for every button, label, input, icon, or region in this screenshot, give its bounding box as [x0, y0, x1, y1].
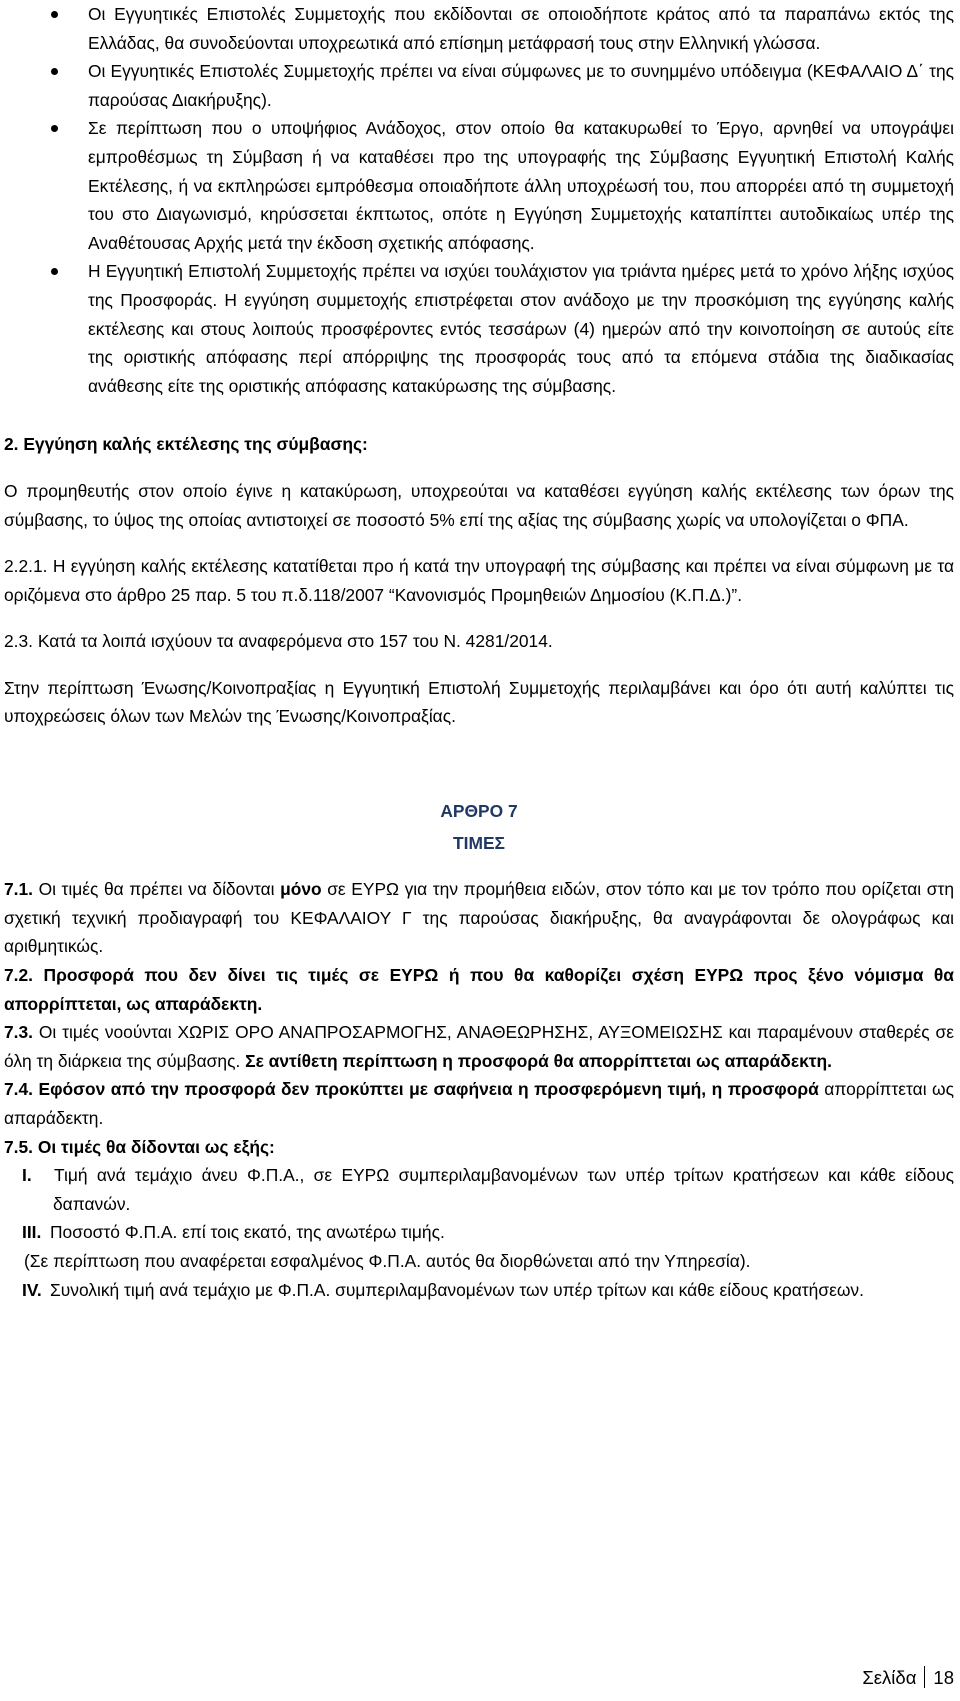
- bullet-icon: [51, 268, 58, 275]
- bullet-item: Σε περίπτωση που ο υποψήφιος Ανάδοχος, στον οποίο θα κατακυρωθεί το Έργο, αρνηθεί να υπογράψει εμπροθέσμως τη Σύμβαση ή να καταθέσει προ της υπογραφής της Σύμβασης Εγγυητική Επιστολή Καλής Εκτέλεσης, ή να εκπληρώσει εμπρόθεσμα οποιαδήποτε άλλη υποχρέωσή του, που απορρέει από τη συμμετοχή του στο Διαγωνισμό, κηρύσσεται έκπτωτος, οπότε η Εγγύηση Συμμετοχής καταπίπτει αυτοδικαίως υπέρ της Αναθέτουσας Αρχής μετά την έκδοση σχετικής απόφασης.: [4, 114, 954, 257]
- article-subtitle: ΤΙΜΕΣ: [453, 832, 505, 853]
- bullet-item: Η Εγγυητική Επιστολή Συμμετοχής πρέπει να ισχύει τουλάχιστον για τριάντα ημέρες μετά το χρόνο λήξης ισχύος της Προσφοράς. Η εγγύηση συμμετοχής επιστρέφεται στον ανάδοχο με την προσκόμιση της εγγύησης καλής εκτέλεσης και στους λοιπούς προσφέροντες εντός τεσσάρων (4) ημερών από την κοινοποίηση σε αυτούς είτε της οριστικής απόφασης περί απόρριψης της προσφοράς τους από τα επόμενα στάδια της διαδικασίας ανάθεσης είτε της οριστικής απόφασης κατακύρωσης της σύμβασης.: [4, 257, 954, 400]
- document-page: [4, 0, 954, 1304]
- clause-7-5-heading: 7.5. Οι τιμές θα δίδονται ως εξής:: [4, 1136, 275, 1157]
- clause-7-2: 7.2. Προσφορά που δεν δίνει τις τιμές σε ΕΥΡΩ ή που θα καθορίζει σχέση ΕΥΡΩ προς ξένο νόμισμα θα απορρίπτεται, ως απαράδεκτη.: [4, 965, 954, 1014]
- clause-2-2-1: 2.2.1. Η εγγύηση καλής εκτέλεσης κατατίθεται προ ή κατά την υπογραφή της σύμβασης και πρέπει να είναι σύμφωνη με τα οριζόμενα στο άρθρο 25 παρ. 5 του π.δ.118/2007 “Κανονισμός Προμηθειών Δημοσίου (Κ.Π.Δ.)”.: [4, 556, 954, 605]
- list-item: III. Ποσοστό Φ.Π.Α. επί τοις εκατό, της ανωτέρω τιμής.: [22, 1222, 445, 1243]
- clause-7-4: 7.4. Εφόσον από την προσφορά δεν προκύπτει με σαφήνεια η προσφερόμενη τιμή, η προσφορά απορρίπτεται ως απαράδεκτη.: [4, 1079, 954, 1128]
- bullet-icon: [51, 68, 58, 75]
- page-number: 18: [933, 1667, 954, 1688]
- section-2-paragraph: Ο προμηθευτής στον οποίο έγινε η κατακύρωση, υποχρεούται να καταθέσει εγγύηση καλής εκτέλεσης των όρων της σύμβασης, το ύψος της οποίας αντιστοιχεί σε ποσοστό 5% επί της αξίας της σύμβασης χωρίς να υπολογίζεται ο ΦΠΑ.: [4, 480, 954, 530]
- bullet-list: [4, 0, 954, 400]
- bullet-item: Οι Εγγυητικές Επιστολές Συμμετοχής πρέπει να είναι σύμφωνες με το συνημμένο υπόδειγμα (ΚΕΦΑΛΑΙΟ Δ΄ της παρούσας Διακήρυξης).: [4, 57, 954, 114]
- clause-7-3: 7.3. Οι τιμές νοούνται ΧΩΡΙΣ ΟΡΟ ΑΝΑΠΡΟΣΑΡΜΟΓΗΣ, ΑΝΑΘΕΩΡΗΣΗΣ, ΑΥΞΟΜΕΙΩΣΗΣ και παραμένουν σταθερές σε όλη τη διάρκεια της σύμβασης. Σε αντίθετη περίπτωση η προσφορά θα απορρίπτεται ως απαράδεκτη.: [4, 1022, 954, 1071]
- footer-divider: [924, 1666, 925, 1688]
- clause-7-1: 7.1. Οι τιμές θα πρέπει να δίδονται μόνο σε ΕΥΡΩ για την προμήθεια ειδών, στον τόπο και με τον τρόπο που ορίζεται στη σχετική τεχνική προδιαγραφή του ΚΕΦΑΛΑΙΟΥ Γ της παρούσας διακήρυξης, θα αναγράφονται δε ολογράφως και αριθμητικώς.: [4, 879, 954, 957]
- section-2-heading: 2. Εγγύηση καλής εκτέλεσης της σύμβασης:: [4, 434, 368, 455]
- consortium-paragraph: Στην περίπτωση Ένωσης/Κοινοπραξίας η Εγγυητική Επιστολή Συμμετοχής περιλαμβάνει και όρο ότι αυτή καλύπτει τις υποχρεώσεις όλων των Μελών της Ένωσης/Κοινοπραξίας.: [4, 677, 954, 727]
- article-title: ΑΡΘΡΟ 7: [440, 801, 518, 822]
- list-item: IV. Συνολική τιμή ανά τεμάχιο με Φ.Π.Α. συμπεριλαμβανομένων των υπέρ τρίτων και κάθε είδους κρατήσεων.: [22, 1279, 864, 1300]
- bullet-icon: [51, 125, 58, 132]
- page-footer: [862, 1664, 954, 1693]
- page-label: Σελίδα: [862, 1667, 917, 1688]
- list-item: I. Τιμή ανά τεμάχιο άνευ Φ.Π.Α., σε ΕΥΡΩ συμπεριλαμβανομένων των υπέρ τρίτων κρατήσεων και κάθε είδους δαπανών.: [22, 1165, 954, 1214]
- bullet-icon: [51, 11, 58, 18]
- list-item: (Σε περίπτωση που αναφέρεται εσφαλμένος Φ.Π.Α. αυτός θα διορθώνεται από την Υπηρεσία).: [24, 1250, 751, 1271]
- clause-2-3: 2.3. Κατά τα λοιπά ισχύουν τα αναφερόμενα στο 157 του Ν. 4281/2014.: [4, 631, 553, 652]
- price-format-list: [4, 1161, 954, 1304]
- bullet-item: Οι Εγγυητικές Επιστολές Συμμετοχής που εκδίδονται σε οποιοδήποτε κράτος από τα παραπάνω εκτός της Ελλάδας, θα συνοδεύονται υποχρεωτικά από επίσημη μετάφρασή τους στην Ελληνική γλώσσα.: [4, 0, 954, 57]
